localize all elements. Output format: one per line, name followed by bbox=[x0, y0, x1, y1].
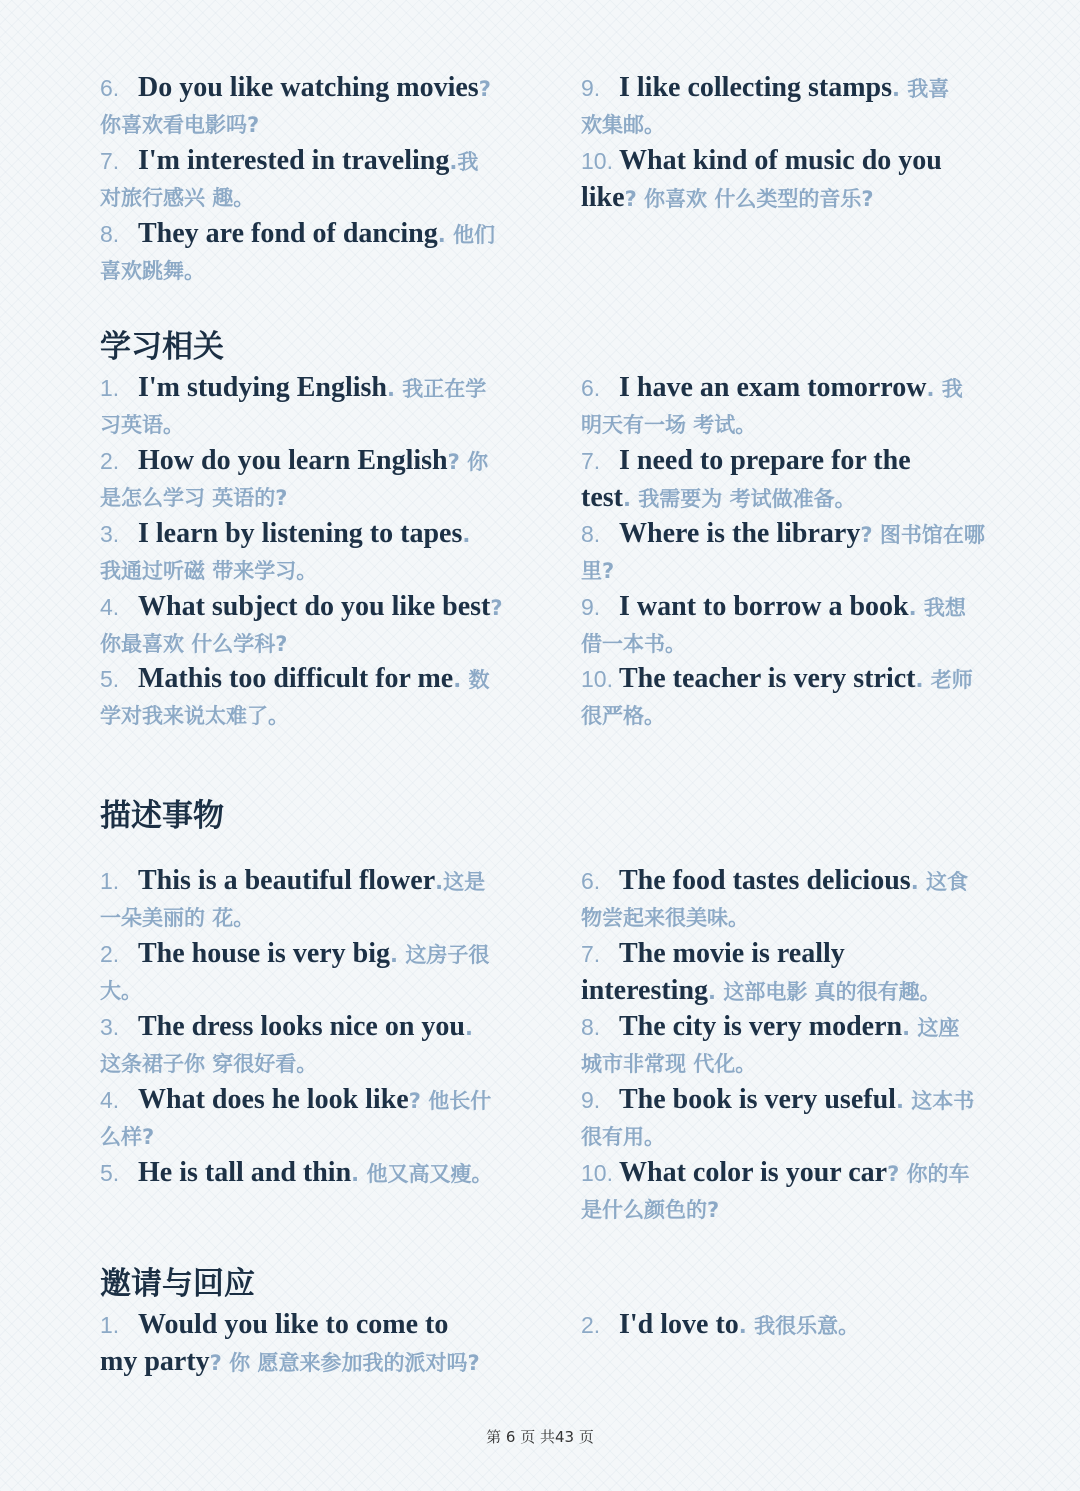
item-number: 8. bbox=[581, 1014, 601, 1040]
chinese-translation: 欢集邮。 bbox=[581, 113, 665, 137]
chinese-translation: 很严格。 bbox=[581, 704, 665, 728]
item-number: 10. bbox=[581, 1160, 613, 1186]
chinese-translation: 我通过听磁 带来学习。 bbox=[100, 559, 318, 583]
chinese-translation: 借一本书。 bbox=[581, 632, 686, 656]
item-number: 2. bbox=[100, 941, 120, 967]
list-item bbox=[581, 370, 1021, 443]
chinese-translation: . 这部电影 真的很有趣。 bbox=[708, 980, 941, 1004]
list-item bbox=[581, 936, 1021, 1009]
chinese-translation: .我 bbox=[449, 150, 479, 174]
english-sentence: I'm studying English bbox=[138, 372, 387, 403]
chinese-translation: ? 你的车 bbox=[887, 1162, 970, 1186]
english-sentence: I need to prepare for the bbox=[619, 445, 911, 476]
chinese-translation: . 我想 bbox=[908, 596, 966, 620]
list-item bbox=[581, 863, 1021, 936]
item-number: 6. bbox=[581, 868, 601, 894]
chinese-translation: 大。 bbox=[100, 979, 142, 1003]
chinese-translation: . 这座 bbox=[902, 1016, 960, 1040]
chinese-translation: . 数 bbox=[453, 668, 490, 692]
english-sentence: He is tall and thin bbox=[138, 1157, 352, 1188]
item-number: 9. bbox=[581, 594, 601, 620]
item-number: 6. bbox=[100, 75, 120, 101]
item-number: 8. bbox=[100, 221, 120, 247]
english-sentence: What does he look like bbox=[138, 1084, 409, 1115]
english-sentence: The dress looks nice on you bbox=[138, 1011, 465, 1042]
chinese-translation: . 老师 bbox=[915, 668, 973, 692]
item-number: 1. bbox=[100, 868, 120, 894]
list-item bbox=[581, 516, 1021, 589]
item-number: 7. bbox=[581, 448, 601, 474]
chinese-translation: 喜欢跳舞。 bbox=[100, 259, 205, 283]
list-item bbox=[581, 1009, 1021, 1082]
chinese-translation: . 我正在学 bbox=[387, 377, 487, 401]
list-item bbox=[100, 1155, 540, 1191]
chinese-translation: 是怎么学习 英语的? bbox=[100, 486, 288, 510]
list-item bbox=[100, 370, 540, 443]
chinese-translation: . bbox=[465, 1016, 473, 1040]
list-item bbox=[100, 1307, 540, 1380]
item-number: 5. bbox=[100, 1160, 120, 1186]
english-sentence: The house is very big bbox=[138, 938, 391, 969]
english-sentence: What color is your car bbox=[619, 1157, 888, 1188]
item-number: 7. bbox=[100, 148, 120, 174]
item-number: 5. bbox=[100, 666, 120, 692]
list-item bbox=[100, 863, 540, 936]
item-number: 8. bbox=[581, 521, 601, 547]
item-number: 2. bbox=[100, 448, 120, 474]
chinese-translation: 你最喜欢 什么学科? bbox=[100, 632, 288, 656]
english-sentence: What kind of music do you bbox=[619, 145, 942, 176]
chinese-translation: 么样? bbox=[100, 1125, 155, 1149]
english-sentence: I'm interested in traveling bbox=[138, 145, 450, 176]
chinese-translation: ? 你 愿意来参加我的派对吗? bbox=[209, 1351, 480, 1375]
list-item bbox=[100, 661, 540, 734]
section-title-invite: 邀请与回应 bbox=[100, 1266, 255, 1302]
list-item bbox=[100, 1082, 540, 1155]
english-sentence: I like collecting stamps bbox=[619, 72, 892, 103]
english-sentence-cont: my party bbox=[100, 1346, 210, 1377]
list-item bbox=[581, 589, 1021, 662]
item-number: 3. bbox=[100, 521, 120, 547]
section-title-describe: 描述事物 bbox=[100, 798, 224, 834]
item-number: 7. bbox=[581, 941, 601, 967]
item-number: 10. bbox=[581, 666, 613, 692]
chinese-translation: 城市非常现 代化。 bbox=[581, 1052, 757, 1076]
item-number: 9. bbox=[581, 1087, 601, 1113]
chinese-translation: . 我喜 bbox=[892, 77, 950, 101]
section-title-study: 学习相关 bbox=[100, 329, 224, 365]
chinese-translation: . 他们 bbox=[437, 223, 496, 247]
list-item bbox=[100, 936, 540, 1009]
list-item bbox=[100, 143, 540, 216]
chinese-translation: . 他又高又瘦。 bbox=[351, 1162, 493, 1186]
english-sentence: They are fond of dancing bbox=[138, 218, 438, 249]
english-sentence-cont: interesting bbox=[581, 975, 709, 1006]
english-sentence: Where is the library bbox=[619, 518, 861, 549]
list-item bbox=[100, 443, 540, 516]
chinese-translation: 是什么颜色的? bbox=[581, 1198, 720, 1222]
list-item bbox=[581, 1155, 1021, 1228]
english-sentence: The food tastes delicious bbox=[619, 865, 911, 896]
list-item bbox=[581, 1307, 1021, 1343]
chinese-translation: 你喜欢看电影吗? bbox=[100, 113, 260, 137]
list-item bbox=[100, 70, 540, 143]
chinese-translation: 习英语。 bbox=[100, 413, 184, 437]
english-sentence: The city is very modern bbox=[619, 1011, 903, 1042]
item-number: 1. bbox=[100, 1312, 120, 1338]
english-sentence: I'd love to bbox=[619, 1309, 739, 1340]
english-sentence: What subject do you like best bbox=[138, 591, 491, 622]
english-sentence: How do you learn English bbox=[138, 445, 448, 476]
chinese-translation: . 这房子很 bbox=[390, 943, 490, 967]
chinese-translation: . 我 bbox=[926, 377, 963, 401]
page-footer: 第 6 页 共43 页 bbox=[486, 1428, 594, 1446]
chinese-translation: 对旅行感兴 趣。 bbox=[100, 186, 255, 210]
chinese-translation: ? 你喜欢 什么类型的音乐? bbox=[624, 187, 874, 211]
english-sentence: I have an exam tomorrow bbox=[619, 372, 927, 403]
list-item bbox=[100, 516, 540, 589]
chinese-translation: ? 你 bbox=[447, 450, 489, 474]
chinese-translation: ? 他长什 bbox=[408, 1089, 492, 1113]
english-sentence: Mathis too difficult for me bbox=[138, 663, 454, 694]
chinese-translation: . 这食 bbox=[910, 870, 968, 894]
chinese-translation: 里? bbox=[581, 559, 615, 583]
list-item bbox=[581, 143, 1021, 216]
item-number: 3. bbox=[100, 1014, 120, 1040]
english-sentence: The teacher is very strict bbox=[619, 663, 916, 694]
list-item bbox=[581, 70, 1021, 143]
chinese-translation: 物尝起来很美味。 bbox=[581, 906, 749, 930]
item-number: 2. bbox=[581, 1312, 601, 1338]
chinese-translation: 学对我来说太难了。 bbox=[100, 704, 289, 728]
chinese-translation: . bbox=[462, 523, 471, 547]
chinese-translation: 一朵美丽的 花。 bbox=[100, 906, 255, 930]
list-item bbox=[100, 589, 540, 662]
chinese-translation: . 我很乐意。 bbox=[738, 1314, 860, 1338]
english-sentence: This is a beautiful flower bbox=[138, 865, 436, 896]
list-item bbox=[100, 216, 540, 289]
item-number: 6. bbox=[581, 375, 601, 401]
english-sentence: Do you like watching movies bbox=[138, 72, 479, 103]
item-number: 4. bbox=[100, 594, 120, 620]
english-sentence-cont: like bbox=[581, 182, 625, 213]
item-number: 4. bbox=[100, 1087, 120, 1113]
chinese-translation: .这是 bbox=[435, 870, 486, 894]
english-sentence: I learn by listening to tapes bbox=[138, 518, 463, 549]
list-item bbox=[581, 661, 1021, 734]
list-item bbox=[581, 1082, 1021, 1155]
chinese-translation: ? bbox=[490, 596, 503, 620]
item-number: 9. bbox=[581, 75, 601, 101]
chinese-translation: ? 图书馆在哪 bbox=[860, 523, 985, 547]
list-item bbox=[100, 1009, 540, 1082]
chinese-translation: 很有用。 bbox=[581, 1125, 665, 1149]
english-sentence: The book is very useful bbox=[619, 1084, 896, 1115]
chinese-translation: ? bbox=[478, 77, 491, 101]
english-sentence: Would you like to come to bbox=[138, 1309, 449, 1340]
item-number: 10. bbox=[581, 148, 613, 174]
item-number: 1. bbox=[100, 375, 120, 401]
english-sentence: I want to borrow a book bbox=[619, 591, 909, 622]
english-sentence: The movie is really bbox=[619, 938, 845, 969]
english-sentence-cont: test bbox=[581, 482, 623, 513]
chinese-translation: . 这本书 bbox=[895, 1089, 975, 1113]
list-item bbox=[581, 443, 1021, 516]
chinese-translation: . 我需要为 考试做准备。 bbox=[622, 487, 856, 511]
chinese-translation: 明天有一场 考试。 bbox=[581, 413, 757, 437]
chinese-translation: 这条裙子你 穿很好看。 bbox=[100, 1052, 318, 1076]
